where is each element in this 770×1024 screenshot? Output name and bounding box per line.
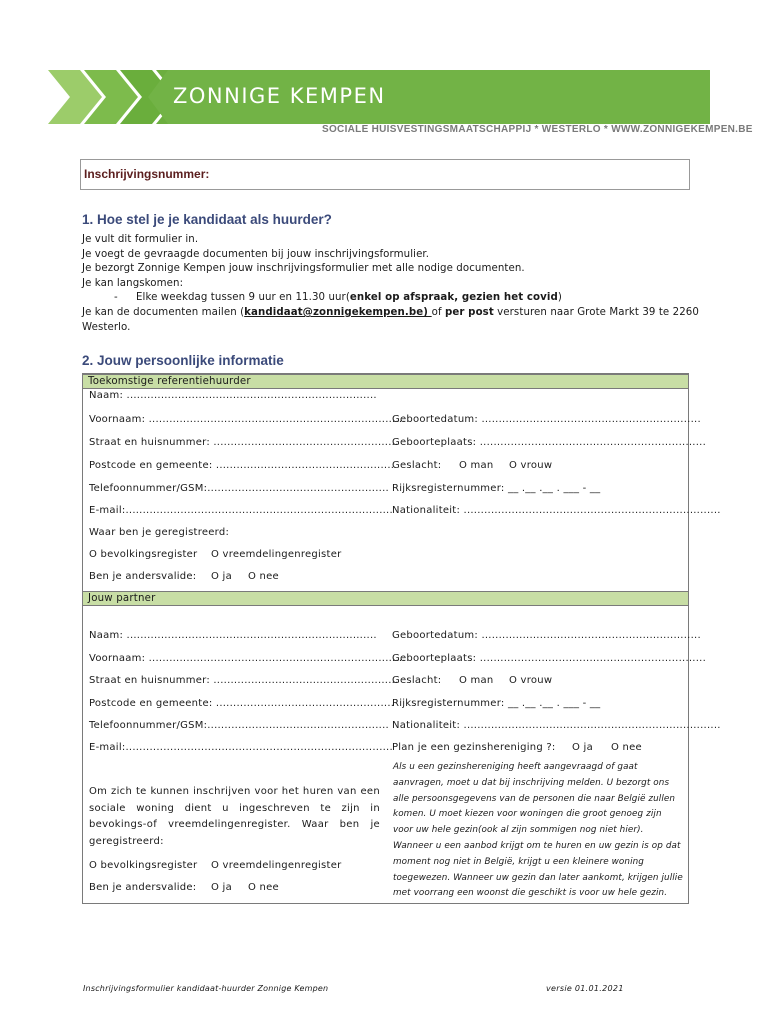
ref-email-field[interactable]: E-mail:.............................................................................. [89,505,393,516]
partner-ja-radio[interactable]: O ja [211,882,232,893]
ref-ja-radio[interactable]: O ja [211,571,232,582]
partner-vreemdelingenregister-radio[interactable]: O vreemdelingenregister [211,860,342,871]
partner-telefoon-field[interactable]: Telefoonnummer/GSM:..................................................... [89,720,389,731]
ref-voornaam-field[interactable]: Voornaam: ........................................................................... [89,414,406,425]
registration-paragraph: Om zich te kunnen inschrijven voor het huren van een sociale woning dient u ingeschreven te zijn in bevokings-of vreemdelingenregister. Waar ben je geregistreerd: [89,786,380,847]
logo-text: ZONNIGE KEMPEN [173,84,386,108]
ref-nee-radio[interactable]: O nee [248,571,279,582]
partner-straat-field[interactable]: Straat en huisnummer: ...................................................... [89,675,399,686]
ref-nationaliteit-field[interactable]: Nationaliteit: ........................................................................... [392,505,721,516]
ref-geslacht-label: Geslacht: [392,460,442,471]
partner-vrouw-radio[interactable]: O vrouw [509,675,553,686]
registration-label: Inschrijvingsnummer: [84,167,210,181]
intro-line: Je kan de documenten mailen (kandidaat@zonnigekempen.be) of per post versturen naar Grote Markt 39 te 2260 [82,306,699,318]
ref-man-radio[interactable]: O man [459,460,494,471]
ref-geboorteplaats-field[interactable]: Geboorteplaats: .................................................................. [392,437,707,448]
intro-line: Je bezorgt Zonnige Kempen jouw inschrijvingsformulier met alle nodige documenten. [82,263,525,275]
family-reunification-note: Als u een gezinshereniging heeft aangevraagd of gaat aanvragen, moet u dat bij inschrijving melden. U bezorgt ons alle persoonsgegevens van de personen die naar België zullen komen. U moet kiezen voor woningen die groot genoeg zijn voor uw hele gezin(ook al zijn sommigen nog niet hier). Wanneer u een aanbod krijgt om te huren en uw gezin is op dat moment nog niet in België, krijgt u een kleinere woning toegewezen. Wanneer uw gezin dan later aankomt, krijgen jullie met voorrang een woonst die geschikt is voor uw hele gezin. [393,762,683,899]
partner-geboortedatum-field[interactable]: Geboortedatum: ................................................................ [392,630,701,641]
tagline: SOCIALE HUISVESTINGSMAATSCHAPPIJ * WESTERLO * WWW.ZONNIGEKEMPEN.BE [322,124,753,135]
partner-geboorteplaats-field[interactable]: Geboorteplaats: .................................................................. [392,653,707,664]
section-bar-partner: Jouw partner [83,591,688,606]
section-bar-reference-tenant: Toekomstige referentiehuurder [83,374,688,389]
partner-rijksregister-field[interactable]: Rijksregisternummer: __ .__ .__ . ___ - __ [392,698,601,709]
ref-rijksregister-field[interactable]: Rijksregisternummer: __ .__ .__ . ___ - __ [392,483,601,494]
ref-straat-field[interactable]: Straat en huisnummer: ...................................................... [89,437,399,448]
partner-gezinshereniging-ja-radio[interactable]: O ja [572,742,593,753]
email-link[interactable]: kandidaat@zonnigekempen.be) [244,306,432,318]
partner-bevolkingsregister-radio[interactable]: O bevolkingsregister [89,860,198,871]
intro-line: Westerlo. [82,321,131,333]
section2-title: 2. Jouw persoonlijke informatie [82,353,284,368]
partner-andersvalide-label: Ben je andersvalide: [89,882,197,893]
footer-title: Inschrijvingsformulier kandidaat-huurder Zonnige Kempen [83,984,329,993]
ref-registration-question: Waar ben je geregistreerd: [89,527,230,538]
partner-postcode-field[interactable]: Postcode en gemeente: .................................................... [89,698,395,709]
intro-line: Je voegt de gevraagde documenten bij jouw inschrijvingsformulier. [82,248,430,260]
bullet-dash: - [114,292,118,304]
section1-title: 1. Hoe stel je je kandidaat als huurder? [82,212,332,227]
ref-naam-field[interactable]: Naam: ......................................................................... [89,390,377,401]
ref-bevolkingsregister-radio[interactable]: O bevolkingsregister [89,549,198,560]
partner-nationaliteit-field[interactable]: Nationaliteit: ........................................................................... [392,720,721,731]
partner-naam-field[interactable]: Naam: ......................................................................... [89,630,377,641]
ref-postcode-field[interactable]: Postcode en gemeente: .................................................... [89,460,395,471]
registration-number-box[interactable] [80,159,690,190]
partner-man-radio[interactable]: O man [459,675,494,686]
ref-andersvalide-label: Ben je andersvalide: [89,571,197,582]
intro-line: Je kan langskomen: [82,277,184,289]
partner-geslacht-label: Geslacht: [392,675,442,686]
intro-bullet: - Elke weekdag tussen 9 uur en 11.30 uur(enkel op afspraak, gezien het covid) [82,291,702,306]
partner-gezinshereniging-nee-radio[interactable]: O nee [611,742,642,753]
partner-voornaam-field[interactable]: Voornaam: ........................................................................... [89,653,406,664]
intro-line: Je vult dit formulier in. [82,234,199,245]
ref-geboortedatum-field[interactable]: Geboortedatum: ................................................................ [392,414,701,425]
ref-vreemdelingenregister-radio[interactable]: O vreemdelingenregister [211,549,342,560]
section1-body [82,233,702,335]
partner-nee-radio[interactable]: O nee [248,882,279,893]
personal-info-form [82,373,721,904]
footer-version: versie 01.01.2021 [546,984,624,993]
ref-telefoon-field[interactable]: Telefoonnummer/GSM:..................................................... [89,483,389,494]
ref-vrouw-radio[interactable]: O vrouw [509,460,553,471]
partner-gezinshereniging-label: Plan je een gezinshereniging ?: [392,742,556,753]
partner-email-field[interactable]: E-mail:.............................................................................. [89,742,393,753]
